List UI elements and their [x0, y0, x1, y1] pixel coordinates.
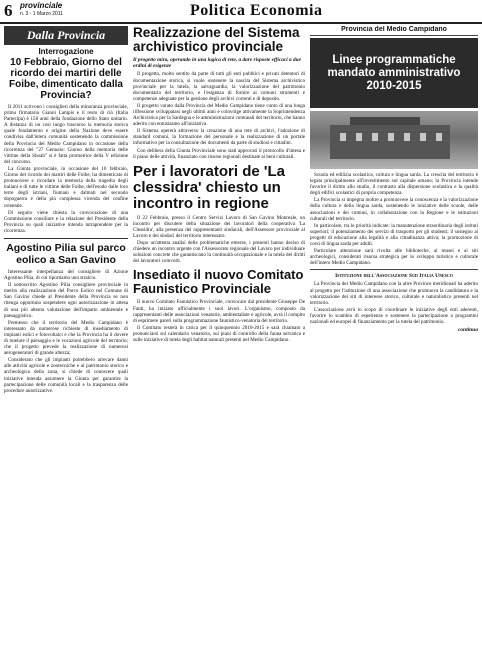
clessidra-headline: Per i lavoratori de 'La clessidra' chiesto un incontro in regione — [133, 162, 285, 212]
interrogazione-label: Interrogazione — [38, 47, 94, 56]
foibe-headline: 10 Febbraio, Giorno del ricordo dei martiri delle Foibe, dimenticato dalla Provincia? — [9, 57, 123, 101]
section-title: Politica Economia — [190, 2, 323, 19]
building-photo — [310, 111, 478, 169]
window-shape — [436, 133, 442, 141]
page-number: 6 — [4, 1, 13, 20]
window-shape — [388, 133, 394, 141]
paragraph: Interessante interpellanza del consigliere di Azione Agostino Pilia, di cui riportiamo uno stralcio. — [4, 268, 128, 282]
dalla-provincia-banner: Dalla Provincia — [4, 26, 128, 45]
paragraph: Il sottoscritto Agostino Pilia consigliere provinciale in merito alla realizzazione del Parco Eolico nel Comune di San Gavino chiede al Presidente della Provincia se non ritenga opportuno sospendere ogni autorizzazione in attesa di una più attenta valutazione dell'impatto ambientale e paesaggistico. — [4, 282, 128, 319]
masthead-logo — [20, 2, 90, 18]
paragraph: Il progetto varato dalla Provincia del Medio Campidano tiene conto di una lunga riflessione sviluppatasi negli ultimi anni e coinvolge attivamente la Soprintendenza Archivistica per la Sardegna e le amministrazioni comunali del territorio, che hanno aderito con entusiasmo all'iniziativa. — [133, 102, 305, 128]
provincia-header: Provincia del Medio Campidano — [310, 26, 478, 36]
column-3 — [310, 26, 478, 654]
paragraph: Il progetto, molto sentito da parte di tutti gli enti pubblici e privati detentori di documentazione storica, si vuole sostenere la nascita del Sistema archivistico provinciale per la tutela, la salvaguardia, la valorizzazione del patrimonio documentario del territorio, e l'esigenza di fornire ai comuni strumenti e competenze adeguate per la gestione degli archivi correnti e di deposito. — [133, 71, 305, 102]
paragraph: Di seguito viene chiesta la convocazione di una Commissione consiliare e la relazione del Presidente della Provincia su quali iniziative intenda intraprendere per la ricorrenza. — [4, 209, 128, 234]
clessidra-article-body — [133, 215, 305, 265]
paragraph: Dopo un'attenta analisi delle problematiche emerse, i presenti hanno deciso di chiedere un incontro urgente con l'Assessorato regionale del Lavoro per individuare soluzioni concrete che garantiscano la continuità occupazionale e la tutela dei diritti dei lavoratori coinvolti. — [133, 240, 305, 265]
paragraph: Con delibera della Giunta Provinciale sono stati approvati il protocollo d'intesa e il piano delle attività, finanziato con risorse regionali destinate ai beni culturali. — [133, 147, 305, 160]
unesco-article-body — [310, 281, 478, 325]
divider — [310, 269, 478, 270]
continua-label: continua — [457, 327, 478, 334]
window-shape — [372, 133, 378, 141]
paragraph: Premesso che il territorio del Medio Campidano è interessato da numerose richieste di insediamento di impianti eolici e fotovoltaici e che la Provincia ha il dovere di tutelare il paesaggio e le vocazioni agricole del territorio; che il progetto prevede la realizzazione di numerosi aerogeneratori di grande altezza; — [4, 319, 128, 357]
pilia-article-body — [4, 269, 128, 394]
paragraph: La Giunta provinciale, in occasione del 10 febbraio, Giorno del ricordo dei martiri delle Foibe, ha dimenticato di promuovere e ricordare la memoria della tragedia degli italiani e di tutte le vittime delle Foibe, dell'esodo dalle loro terre degli istriani, fiumani e dalmati nel secondo dopoguerra e della più complessa vicenda del confine orientale. — [4, 165, 128, 209]
archivio-kicker: Il progetto mira, operando in una logica di rete, a dare risposte efficaci a due ordini di esigenze — [133, 57, 301, 70]
window-shape — [340, 133, 346, 141]
archivio-headline: Realizzazione del Sistema archivistico provinciale — [133, 26, 300, 54]
issue-info: n. 3 - 1 Marzo 2011 — [20, 11, 63, 17]
column-1 — [4, 26, 128, 654]
faunistico-article-body — [133, 299, 305, 343]
masthead-brand: provinciale — [20, 1, 63, 10]
foibe-article-body — [4, 104, 128, 234]
paragraph: La Provincia del Medio Campidano con la altre Province meridionali ha aderito al progetto per l'istituzione di una associazione che promuova la candidatura e la valorizzazione dei siti di interesse storico, culturale e naturalistico presenti nel territorio. — [310, 281, 478, 306]
pilia-headline: Agostino Pilia sul parco eolico a San Gavino — [6, 241, 126, 266]
linee-programmatiche-box — [310, 38, 478, 108]
archivio-article-body — [133, 71, 305, 159]
page-header — [0, 0, 482, 24]
divider — [4, 238, 128, 239]
box-title-line-3: 2010-2015 — [366, 79, 422, 92]
window-shape — [420, 133, 426, 141]
box-title-line-1: Linee programmatiche — [332, 53, 456, 66]
paragraph: Il 2011 scrivono i consiglieri della minoranza provinciale, primo firmatario Gianni Lampis e il resto di ciò (Italia Partecipa) è 150 anni della fondazione dello Stato unitario. A distanza di un così lungo trascorso la memoria storica quale fondamento e origine della Nazione deve essere condivisa dall'intera comunità sostenendo la commissione della Provincia del Medio Campidano in occasione della ricorrenza del "27 Gennaio: Giorno della memoria delle vittime della Shoah" si è fatta promotrice della V edizione del concorso. — [4, 104, 128, 165]
paragraph: Il Comitato resterà in carica per il quinquennio 2010-2015 e sarà chiamato a pronunciarsi sul calendario venatorio, sui piani di controllo della fauna selvatica e sulle iniziative di tutela degli habitat naturali presenti nel Medio Campidano. — [133, 324, 305, 344]
paragraph: L'associazione avrà lo scopo di coordinare le iniziative degli enti aderenti, favorire lo scambio di esperienze e sostenere la partecipazione a programmi nazionali ed europei di finanziamento per la tutela del patrimonio. — [310, 306, 478, 325]
window-shape — [404, 133, 410, 141]
unesco-subhead: Istituzione dell'Associazione Sud Italia Unesco — [335, 273, 453, 280]
building-shape — [330, 125, 450, 159]
window-shape — [356, 133, 362, 141]
paragraph: Considerato che gli impianti potrebbero arrecare danni alle attività agricole e zootecniche e al patrimonio storico e archeologico della zona, si chiede di conoscere quali iniziative intenda assumere la Giunta per garantire la partecipazione delle comunità locali e la trasparenza delle procedure autorizzative. — [4, 357, 128, 394]
linee-article-body — [310, 172, 478, 266]
paragraph: Scuola ed edilizia scolastica, cultura e lingua sarda. La crescita del territorio è legata principalmente all'investimento sul capitale umano; la Provincia intende favorire il diritto allo studio, il contrasto alla dispersione scolastica e la qualità degli edifici scolastici di propria competenza. — [310, 172, 478, 197]
paragraph: Il 22 Febbraio, presso il Centro Servizi Lavoro di San Gavino Monreale, un incontro per discutere della situazione dei lavoratori della cooperativa 'La Clessidra', alla presenza dei rappresentanti sindacali, dell'Assessore provinciale al Lavoro e dei sindaci del territorio interessato. — [133, 214, 305, 239]
paragraph: In particolare, tra le priorità indicate: la manutenzione straordinaria degli istituti superiori; il potenziamento dei servizi di trasporto per gli studenti; il sostegno ai progetti di educazione alla legalità e alla cittadinanza attiva; la promozione di corsi di lingua sarda per adulti. — [310, 222, 478, 248]
box-title-line-2: mandato amministrativo — [327, 66, 461, 79]
paragraph: Il Sistema opererà attraverso la creazione di una rete di archivi, l'adozione di standard comuni, la formazione del personale e la realizzazione di un portale informativo per la consultazione dei documenti da parte di studiosi e cittadini. — [133, 128, 305, 147]
paragraph: Particolare attenzione sarà rivolta alle biblioteche, ai musei e ai siti archeologici, considerati risorsa strategica per lo sviluppo turistico e culturale dell'intero Medio Campidano. — [310, 248, 478, 267]
paragraph: La Provincia si impegna inoltre a promuovere la conoscenza e la valorizzazione della cultura e della lingua sarda, sostenendo le iniziative delle scuole, delle associazioni e dei comuni, in collaborazione con la Regione e le istituzioni culturali del territorio. — [310, 197, 478, 222]
column-2 — [133, 26, 305, 654]
faunistico-headline: Insediato il nuovo Comitato Faunistico Provinciale — [133, 267, 304, 297]
paragraph: Il nuovo Comitato Faunistico Provinciale, convocato dal presidente Giuseppe De Fanti, ha iniziato ufficialmente i suoi lavori. L'organismo, composto da rappresentanti delle associazioni venatorie, ambientaliste e agricole, avrà il compito di esprimere pareri sulla programmazione faunistico-venatoria del territorio. — [133, 299, 305, 324]
